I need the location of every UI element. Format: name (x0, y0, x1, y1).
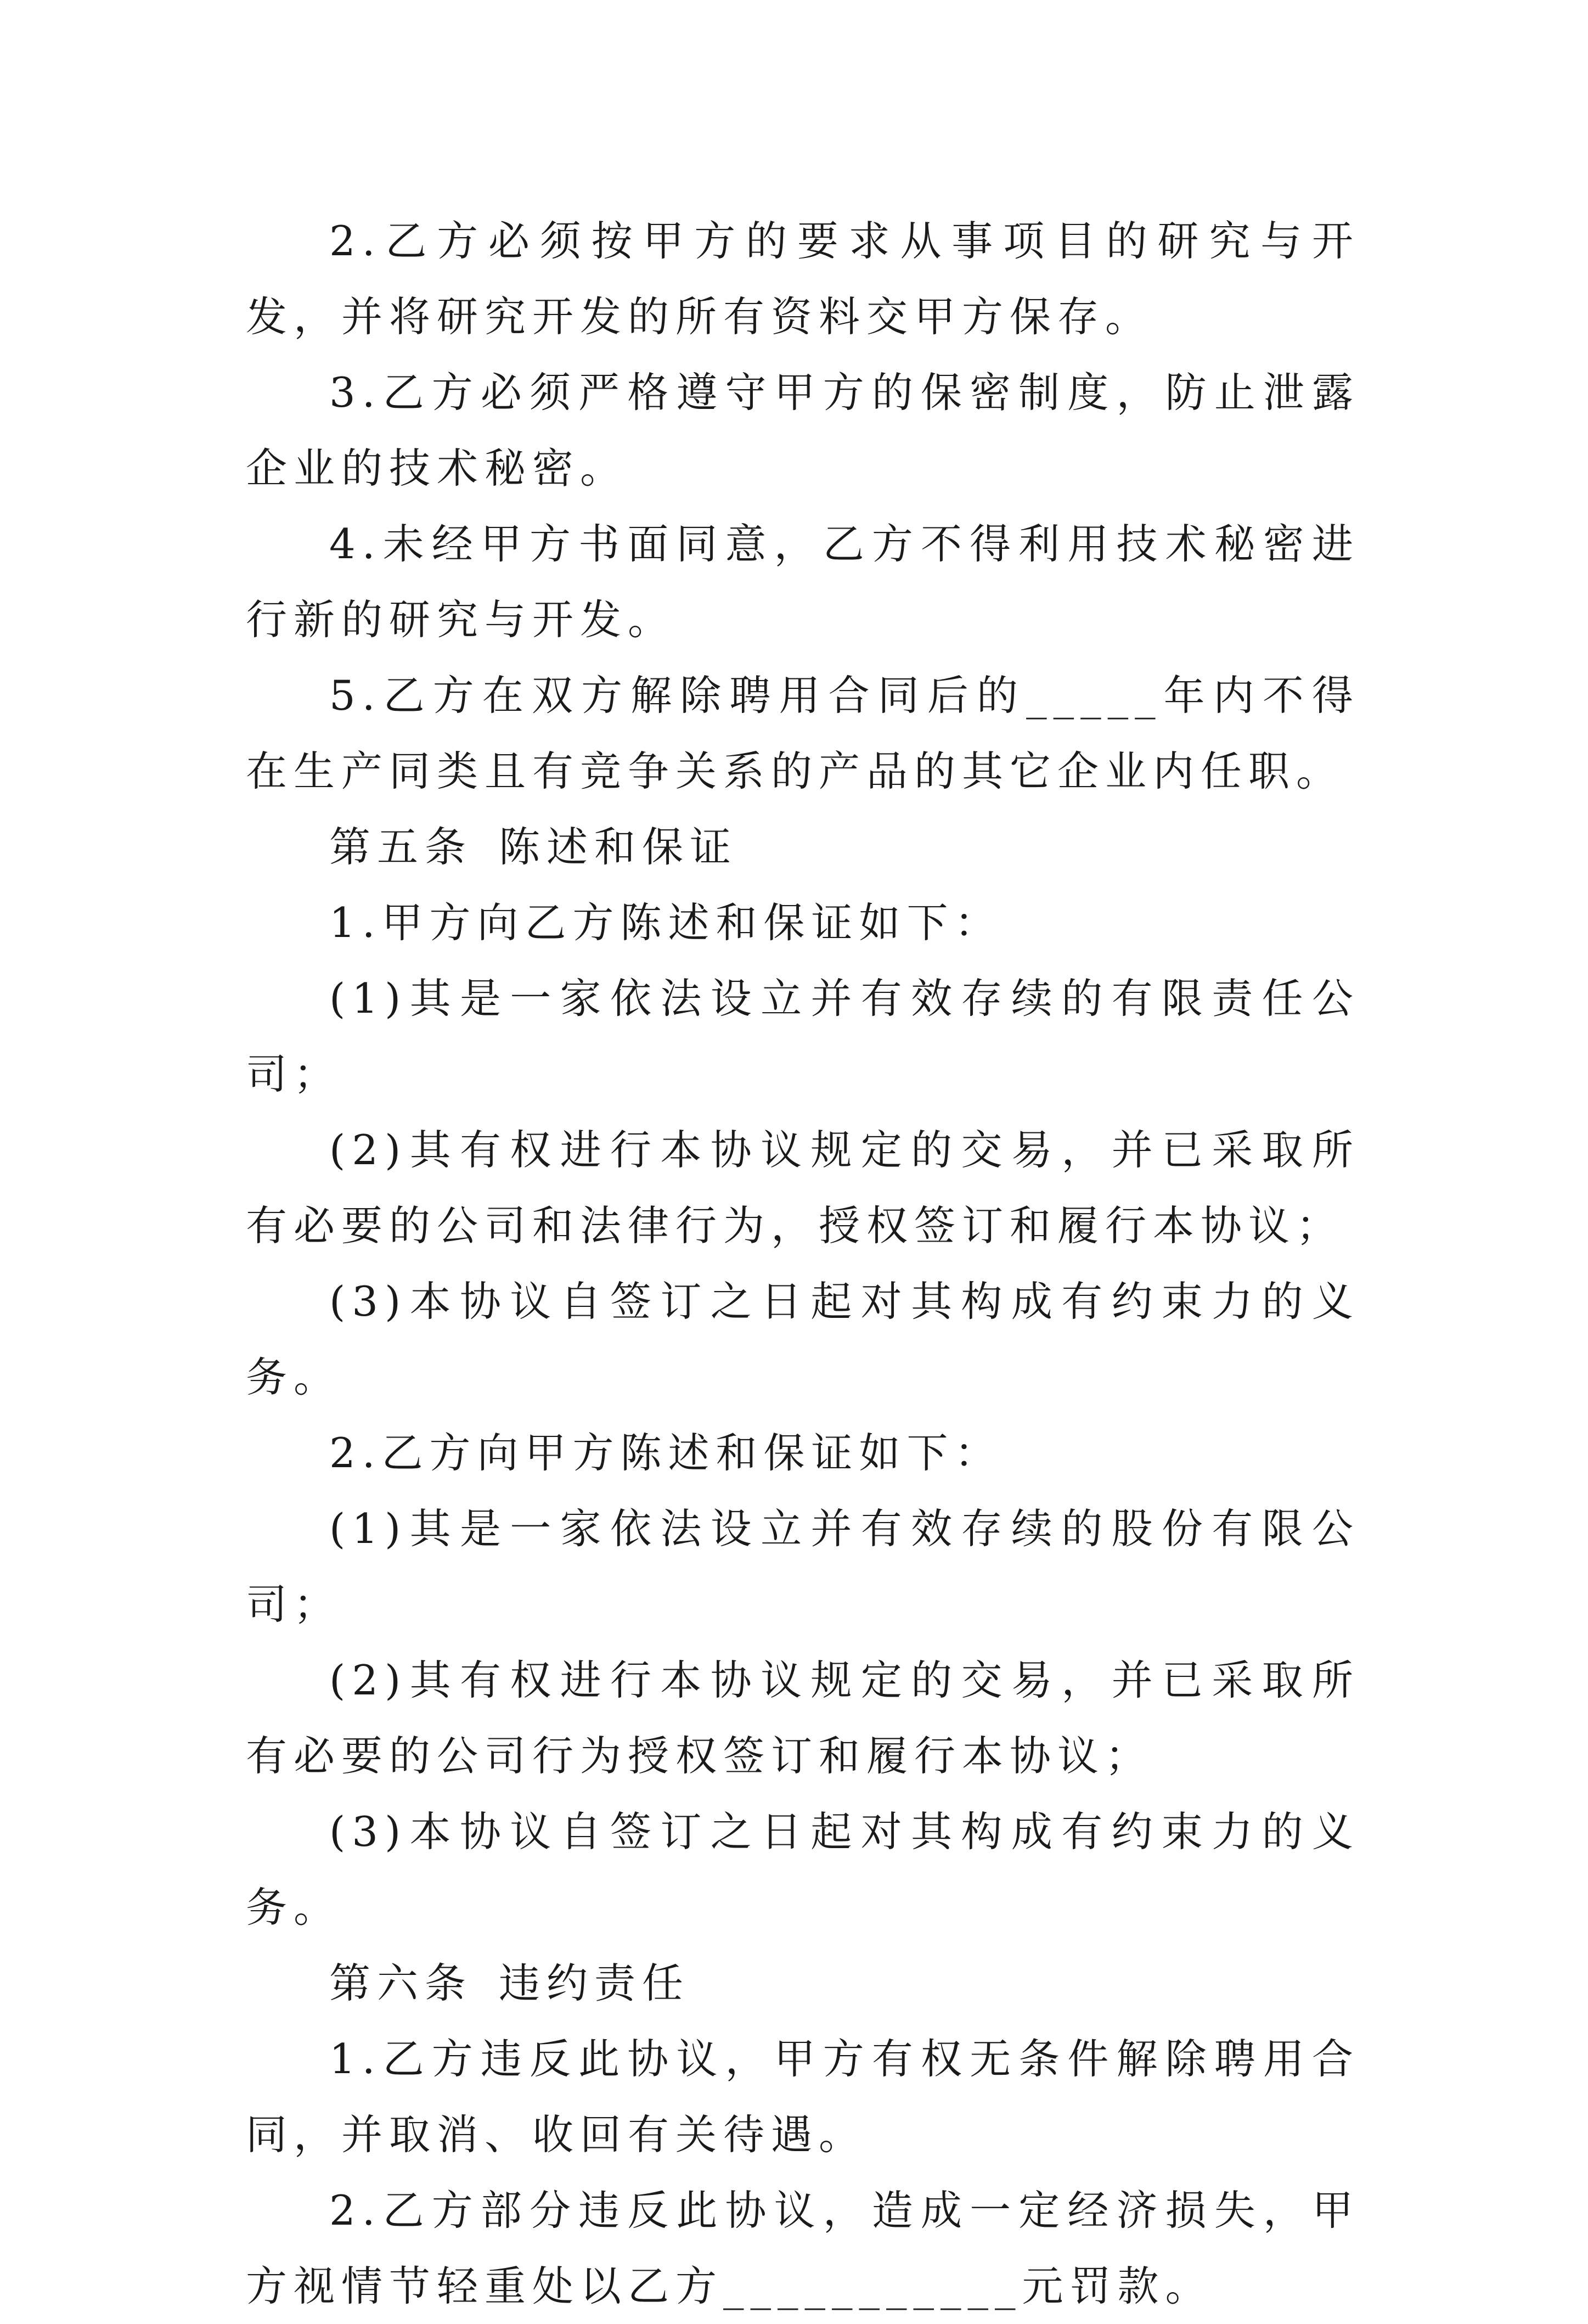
paragraph-party-a-item-1: (1)其是一家依法设立并有效存续的有限责任公司； (246, 974, 1360, 1098)
document-body (246, 203, 1360, 2324)
paragraph-clause-4-item-2: 2.乙方必须按甲方的要求从事项目的研究与开发，并将研究开发的所有资料交甲方保存。 (246, 217, 1360, 341)
paragraph-breach-item-1: 1.乙方违反此协议，甲方有权无条件解除聘用合同，并取消、收回有关待遇。 (246, 2035, 1360, 2159)
paragraph-clause-4-item-4: 4.未经甲方书面同意，乙方不得利用技术秘密进行新的研究与开发。 (246, 520, 1360, 644)
section-heading-article-5 (246, 809, 1360, 885)
paragraph-party-b-item-1: (1)其是一家依法设立并有效存续的股份有限公司； (246, 1505, 1360, 1629)
section-heading-label: 第六条 (329, 1959, 473, 2007)
paragraph-clause-4-item-3: 3.乙方必须严格遵守甲方的保密制度，防止泄露企业的技术秘密。 (246, 368, 1360, 492)
section-heading-title: 陈述和保证 (499, 823, 738, 871)
paragraph-party-b-item-2: (2)其有权进行本协议规定的交易，并已采取所有必要的公司行为授权签订和履行本协议； (246, 1656, 1360, 1780)
paragraph-party-b-item-3: (3)本协议自签订之日起对其构成有约束力的义务。 (246, 1807, 1360, 1932)
paragraph-party-a-item-3: (3)本协议自签订之日起对其构成有约束力的义务。 (246, 1277, 1360, 1401)
section-heading-title: 违约责任 (499, 1959, 690, 2007)
section-heading-label: 第五条 (329, 823, 473, 871)
paragraph-party-a-item-2: (2)其有权进行本协议规定的交易，并已采取所有必要的公司和法律行为，授权签订和履行本协议； (246, 1126, 1360, 1250)
section-heading-article-6 (246, 1945, 1360, 2021)
paragraph-party-b-statement: 2.乙方向甲方陈述和保证如下： (329, 1429, 1003, 1477)
paragraph-breach-item-2: 2.乙方部分违反此协议，造成一定经济损失，甲方视情节轻重处以乙方___________元罚款。 (246, 2186, 1360, 2310)
paragraph-clause-4-item-5: 5.乙方在双方解除聘用合同后的_____年内不得在生产同类且有竞争关系的产品的其它企业内任职。 (246, 671, 1360, 795)
paragraph-party-a-statement: 1.甲方向乙方陈述和保证如下： (329, 899, 1003, 947)
